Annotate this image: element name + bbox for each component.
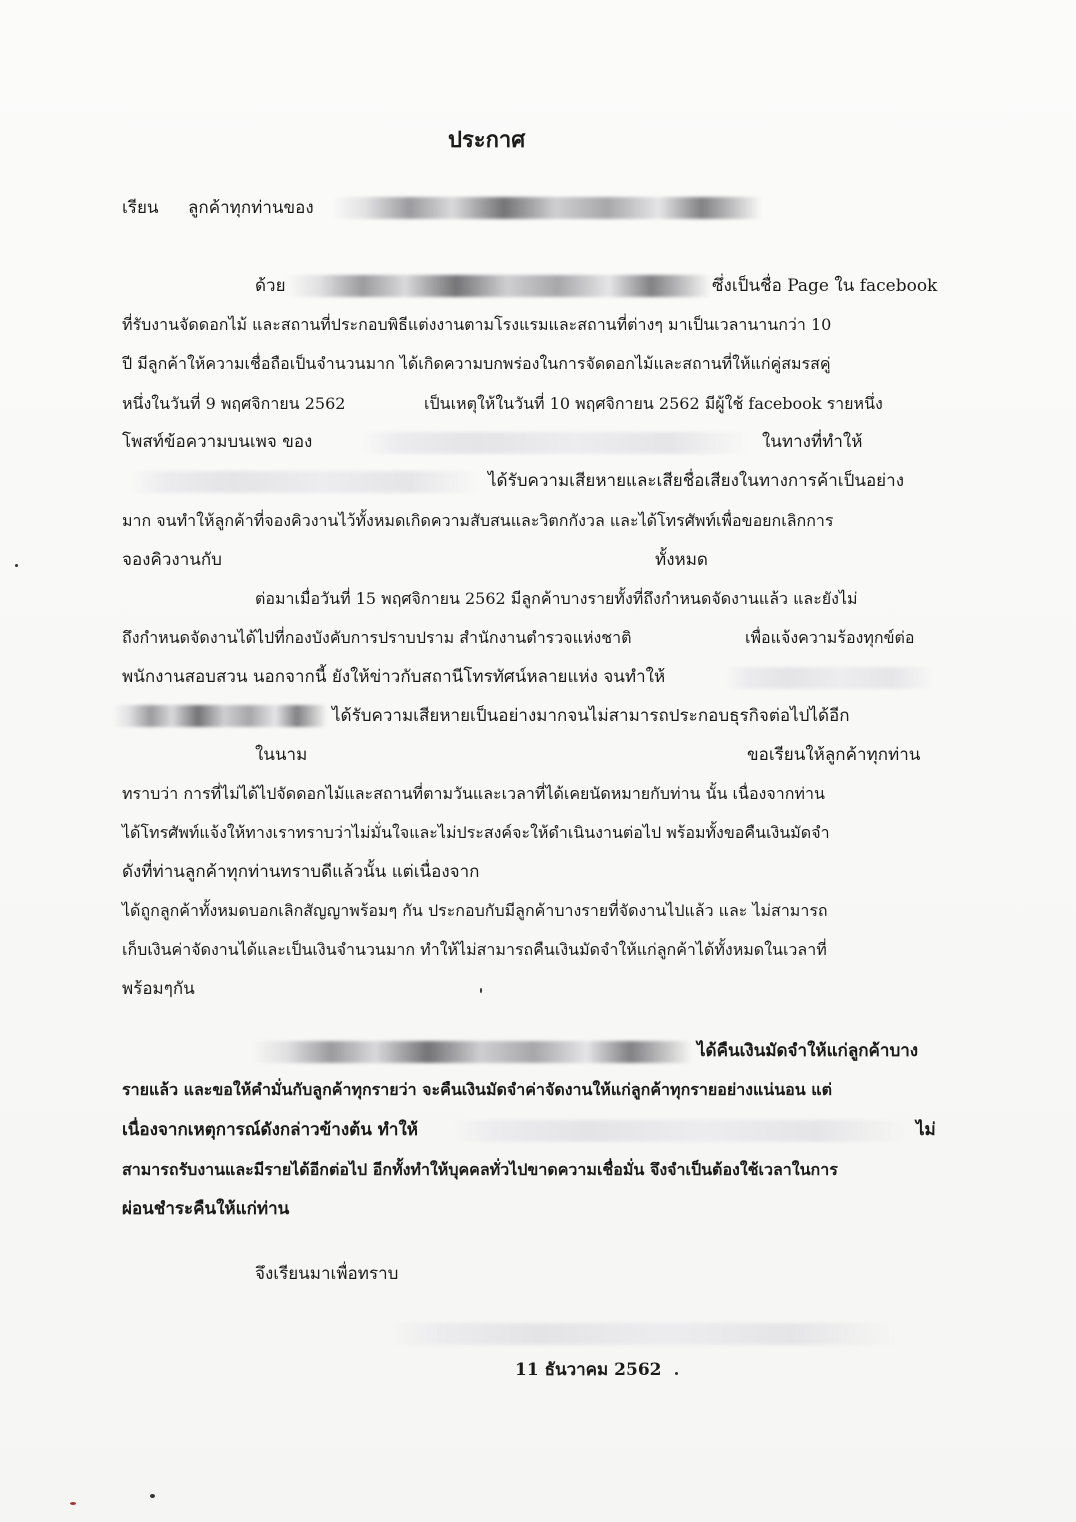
- redacted-name: [252, 1041, 692, 1063]
- para-line: ทราบว่า การที่ไม่ได้ไปจัดดอกไม้และสถานที่ตามวันและเวลาที่ได้เคยนัดหมายกับท่าน นั้น เนื่องจากท่าน: [122, 784, 825, 803]
- closing-text: จึงเรียนมาเพื่อทราบ: [255, 1264, 399, 1284]
- para-line: ได้คืนเงินมัดจำให้แก่ลูกค้าบาง: [697, 1041, 919, 1061]
- para-line: สามารถรับงานและมีรายได้อีกต่อไป อีกทั้งทำให้บุคคลทั่วไปขาดความเชื่อมั่น จึงจำเป็นต้องใช้เวลาในการ: [122, 1160, 838, 1179]
- para-line: หนึ่งในวันที่ 9 พฤศจิกายน 2562: [122, 394, 346, 413]
- para-line: ได้รับความเสียหายเป็นอย่างมากจนไม่สามารถประกอบธุรกิจต่อไปได้อีก: [332, 706, 850, 726]
- redacted-name: [286, 275, 711, 297]
- ink-speck: [70, 1502, 76, 1505]
- para-line: ได้โทรศัพท์แจ้งให้ทางเราทราบว่าไม่มั่นใจและไม่ประสงค์จะให้ดำเนินงานต่อไป พร้อมทั้งขอคืนเงินมัดจำ: [122, 823, 830, 842]
- para-line: ขอเรียนให้ลูกค้าทุกท่าน: [747, 745, 921, 765]
- para-line: ในนาม: [255, 745, 308, 765]
- ink-speck: [480, 988, 482, 993]
- para-line: เนื่องจากเหตุการณ์ดังกล่าวข้างต้น ทำให้: [122, 1120, 418, 1140]
- para-line: ในทางที่ทำให้: [762, 432, 863, 452]
- redacted-name: [332, 197, 762, 219]
- salutation-label: เรียน: [122, 198, 159, 218]
- para-line: โพสท์ข้อความบนเพจ ของ: [122, 432, 313, 452]
- redacted-name: [450, 1120, 910, 1142]
- redacted-name: [360, 432, 750, 454]
- para-line: ที่รับงานจัดดอกไม้ และสถานที่ประกอบพิธีแต่งงานตามโรงแรมและสถานที่ต่างๆ มาเป็นเวลานานกว่า 10: [122, 315, 832, 334]
- para-line: พนักงานสอบสวน นอกจากนี้ ยังให้ข่าวกับสถานีโทรทัศน์หลายแห่ง จนทำให้: [122, 667, 666, 687]
- para-line: พร้อมๆกัน: [122, 979, 195, 999]
- para-line: ปี มีลูกค้าให้ความเชื่อถือเป็นจำนวนมาก ได้เกิดความบกพร่องในการจัดดอกไม้และสถานที่ให้แก่คู่สมรสคู่: [122, 354, 831, 373]
- para-line: จองคิวงานกับ: [122, 550, 222, 570]
- ink-speck: [675, 1372, 678, 1375]
- para-line: ไม่: [916, 1120, 936, 1140]
- para-line: ได้ถูกลูกค้าทั้งหมดบอกเลิกสัญญาพร้อมๆ กัน ประกอบกับมีลูกค้าบางรายที่จัดงานไปแล้ว และ ไม่สามารถ: [122, 901, 828, 920]
- para-line: มาก จนทำให้ลูกค้าที่จองคิวงานไว้ทั้งหมดเกิดความสับสนและวิตกกังวล และได้โทรศัพท์เพื่อขอยกเลิกการ: [122, 511, 834, 530]
- para-line: ทั้งหมด: [655, 550, 708, 570]
- para-line: เพื่อแจ้งความร้องทุกข์ต่อ: [745, 628, 915, 647]
- document-title: ประกาศ: [448, 127, 526, 153]
- para-line: ด้วย: [255, 276, 286, 296]
- para-line: ได้รับความเสียหายและเสียชื่อเสียงในทางการค้าเป็นอย่าง: [488, 471, 904, 491]
- para-line: ผ่อนชำระคืนให้แก่ท่าน: [122, 1199, 290, 1219]
- document-date: 11 ธันวาคม 2562: [515, 1360, 662, 1380]
- para-line: ต่อมาเมื่อวันที่ 15 พฤศจิกายน 2562 มีลูกค้าบางรายทั้งที่ถึงกำหนดจัดงานแล้ว และยังไม่: [255, 589, 858, 608]
- redacted-name: [112, 705, 327, 727]
- redacted-signature: [390, 1323, 895, 1345]
- salutation-text: ลูกค้าทุกท่านของ: [188, 198, 314, 218]
- ink-speck: [150, 1494, 155, 1498]
- para-line: เก็บเงินค่าจัดงานได้และเป็นเงินจำนวนมาก ทำให้ไม่สามารถคืนเงินมัดจำให้แก่ลูกค้าได้ทั้งหมดในเวลาที่: [122, 940, 827, 959]
- ink-speck: [15, 564, 18, 567]
- redacted-name: [130, 471, 480, 493]
- para-line: รายแล้ว และขอให้คำมั่นกับลูกค้าทุกรายว่า จะคืนเงินมัดจำค่าจัดงานให้แก่ลูกค้าทุกรายอย่างแน่นอน แต่: [122, 1080, 832, 1099]
- para-line: ดังที่ท่านลูกค้าทุกท่านทราบดีแล้วนั้น แต่เนื่องจาก: [122, 862, 480, 882]
- redacted-name: [725, 667, 935, 689]
- para-line: เป็นเหตุให้ในวันที่ 10 พฤศจิกายน 2562 มีผู้ใช้ facebook รายหนึ่ง: [424, 394, 883, 413]
- para-line: ถึงกำหนดจัดงานได้ไปที่กองบังคับการปราบปราม สำนักงานตำรวจแห่งชาติ: [122, 628, 632, 647]
- para-line: ซึ่งเป็นชื่อ Page ใน facebook: [712, 276, 938, 296]
